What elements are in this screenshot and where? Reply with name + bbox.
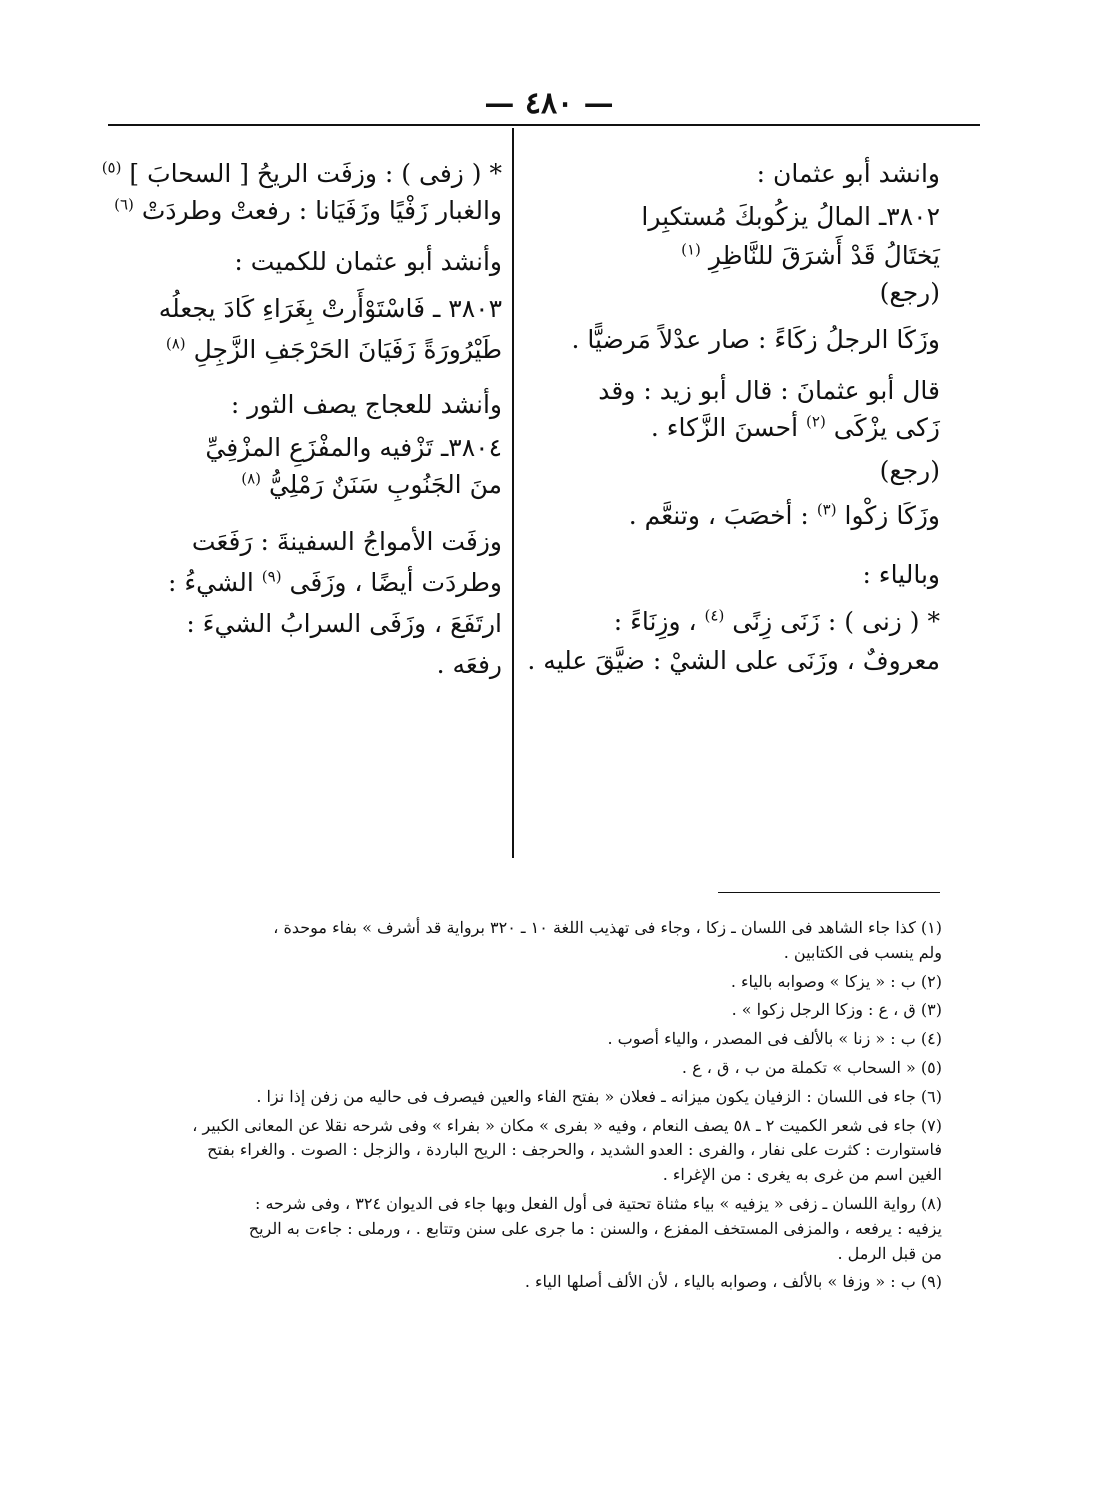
footnote-marker: (٩) xyxy=(261,567,282,586)
footnote-marker: (٦) xyxy=(114,195,134,214)
verse-line xyxy=(530,606,940,639)
verse-line xyxy=(112,293,502,326)
verse-line xyxy=(112,389,502,422)
footnote: (٢) ب : « يزكا » وصوابه بالياء . xyxy=(730,971,942,991)
footnote: (٧) جاء فى شعر الكميت ٢ ـ ٥٨ يصف النعام ، وفيه « بفرى » مكان « بفراء » وفى شرحه نقلا عن المعانى الكبير ، xyxy=(192,1115,942,1135)
line-text-continued: : أخصَبَ ، وتنعَّم . xyxy=(628,501,809,530)
verse-line xyxy=(530,324,940,357)
footnote-marker: (٤) xyxy=(704,606,725,625)
footnote-rule xyxy=(718,892,940,893)
verse-line xyxy=(527,645,940,678)
verse-line xyxy=(530,277,940,310)
line-text: وبالياء : xyxy=(862,560,940,589)
verse-line xyxy=(112,432,502,465)
footnote: (٤) ب : « زنا » بالألف فى المصدر ، والياء أصوب . xyxy=(607,1029,942,1049)
footnote: فاستوارت : كثرت على نفار ، والفرى : العدو الشديد ، والحرجف : الريح الباردة ، والزجل : الصوت . والغراء بفتح xyxy=(207,1140,942,1160)
line-text-continued: الشيءُ : xyxy=(168,568,254,597)
verse-line xyxy=(112,195,502,228)
line-text: وزَكَا زكْوا xyxy=(844,501,940,530)
verse-line xyxy=(530,375,940,408)
footnote-marker: (٣) xyxy=(816,500,837,519)
line-text: وزَكَا الرجلُ زكَاءً : صار عدْلاً مَرضيًّا . xyxy=(571,325,940,354)
line-text: ٣٨٠٢ـ المالُ يزكُوبكَ مُستكبِرا xyxy=(641,202,940,231)
line-text: يَختَالُ قَدْ أَشرَقَ للنَّاظِرِ xyxy=(708,241,940,270)
line-text: رفعَه . xyxy=(436,650,502,679)
page-number: — ٤٨٠ — xyxy=(484,86,614,121)
line-text: ٣٨٠٣ ـ فَاسْتَوْأَرتْ بِغَرَاءِ كَادَ يجعلُه xyxy=(158,294,502,323)
verse-line xyxy=(112,246,502,279)
footnote: من قبل الرمل . xyxy=(837,1243,942,1263)
line-text-continued: أحسنَ الزَّكاء . xyxy=(650,413,799,442)
footnote: يزفيه : يرفعه ، والمزفى المستخف المفزع ، والسنن : ما جرى على سنن وتتابع . ، ورملى : جاءت به الريح xyxy=(248,1218,942,1238)
footnotes xyxy=(112,912,942,1295)
line-text: ارتَفَعَ ، وزَفَى السرابُ الشيءَ : xyxy=(186,609,502,638)
column-divider xyxy=(512,128,514,858)
footnote: (٦) جاء فى اللسان : الزفيان يكون ميزانه ـ فعلان « بفتح الفاء والعين فيصرف فى حاليه من زفن إذا نزا . xyxy=(256,1086,942,1106)
line-text: قال أبو عثمانَ : قال أبو زيد : وقد xyxy=(598,376,940,405)
line-text: وانشد أبو عثمان : xyxy=(756,159,940,188)
verse-line xyxy=(530,412,940,445)
verse-line xyxy=(101,158,502,191)
line-text: (رجع) xyxy=(879,278,940,307)
footnote: (٩) ب : « وزفا » بالألف ، وصوابه بالياء ، لأن الألف أصلها الياء . xyxy=(524,1272,942,1292)
footnote-marker: (٢) xyxy=(806,412,826,431)
verse-line xyxy=(530,559,940,592)
verse-line xyxy=(112,608,502,641)
line-text: * ( زفى ) : وزفَت الريحُ [ السحابَ ] xyxy=(129,159,502,188)
line-text: (رجع) xyxy=(879,456,940,485)
verse-line xyxy=(112,469,502,502)
footnote-marker: (٥) xyxy=(101,158,122,177)
footnote-marker: (٨) xyxy=(165,334,186,353)
footnote: (٨) رواية اللسان ـ زفى « يزفيه » بياء مثناة تحتية فى أول الفعل وبها جاء فى الديوان ٣٢٤ ، وفى شرحه : xyxy=(254,1193,942,1213)
footnote-marker: (٨) xyxy=(241,469,261,488)
verse-line xyxy=(112,334,502,367)
verse-line xyxy=(112,567,502,600)
right-column xyxy=(527,158,940,678)
line-text: طَيْرُورَةً زَفَيَانَ الحَرْجَفِ الزَّجِلِ xyxy=(193,335,502,364)
line-text: ٣٨٠٤ـ تَزْفيه والمفْزَعِ المزْفِيِّ xyxy=(205,433,502,462)
footnote: (٣) ق ، ع : وزكا الرجل زكوا » . xyxy=(731,1000,942,1020)
footnote: الغين اسم من غرى به يغرى : من الإغراء . xyxy=(662,1165,942,1185)
line-text: معروفٌ ، وزَنَى على الشيْ : ضيَّقَ عليه . xyxy=(527,646,940,675)
footnote: (٥) « السحاب » تكملة من ب ، ق ، ع . xyxy=(681,1057,942,1077)
verse-line xyxy=(112,526,502,559)
verse-line xyxy=(530,240,940,273)
header-rule xyxy=(108,124,980,126)
footnote: ولم ينسب فى الكتابين . xyxy=(783,942,942,962)
verse-line xyxy=(530,500,940,533)
verse-line xyxy=(530,201,940,234)
line-text: وأنشد أبو عثمان للكميت : xyxy=(234,247,502,276)
line-text-continued: ، وزِنَاءً : xyxy=(613,607,697,636)
line-text: * ( زنى ) : زَنَى زِنًى xyxy=(732,607,940,636)
line-text: والغبار زَفْيًا وزَفَيَانا : رفعتْ وطردَتْ xyxy=(141,196,502,225)
footnote-marker: (١) xyxy=(681,240,701,259)
left-column xyxy=(101,158,502,682)
line-text: وطردَت أيضًا ، وزَفَى xyxy=(289,568,502,597)
line-text: منَ الجَنُوبِ سَنَنٌ رَمْلِيُّ xyxy=(268,470,502,499)
verse-line xyxy=(112,649,502,682)
line-text: زَكى يزْكَى xyxy=(833,413,940,442)
verse-line xyxy=(530,158,940,191)
verse-line xyxy=(530,455,940,488)
footnote: (١) كذا جاء الشاهد فى اللسان ـ زكا ، وجاء فى تهذيب اللغة ١٠ ـ ٣٢٠ برواية قد أشرف » بفاء موحدة ، xyxy=(273,918,942,937)
line-text: وزفَت الأمواجُ السفينةَ : رَفَعَت xyxy=(191,527,502,556)
line-text: وأنشد للعجاج يصف الثور : xyxy=(230,390,502,419)
